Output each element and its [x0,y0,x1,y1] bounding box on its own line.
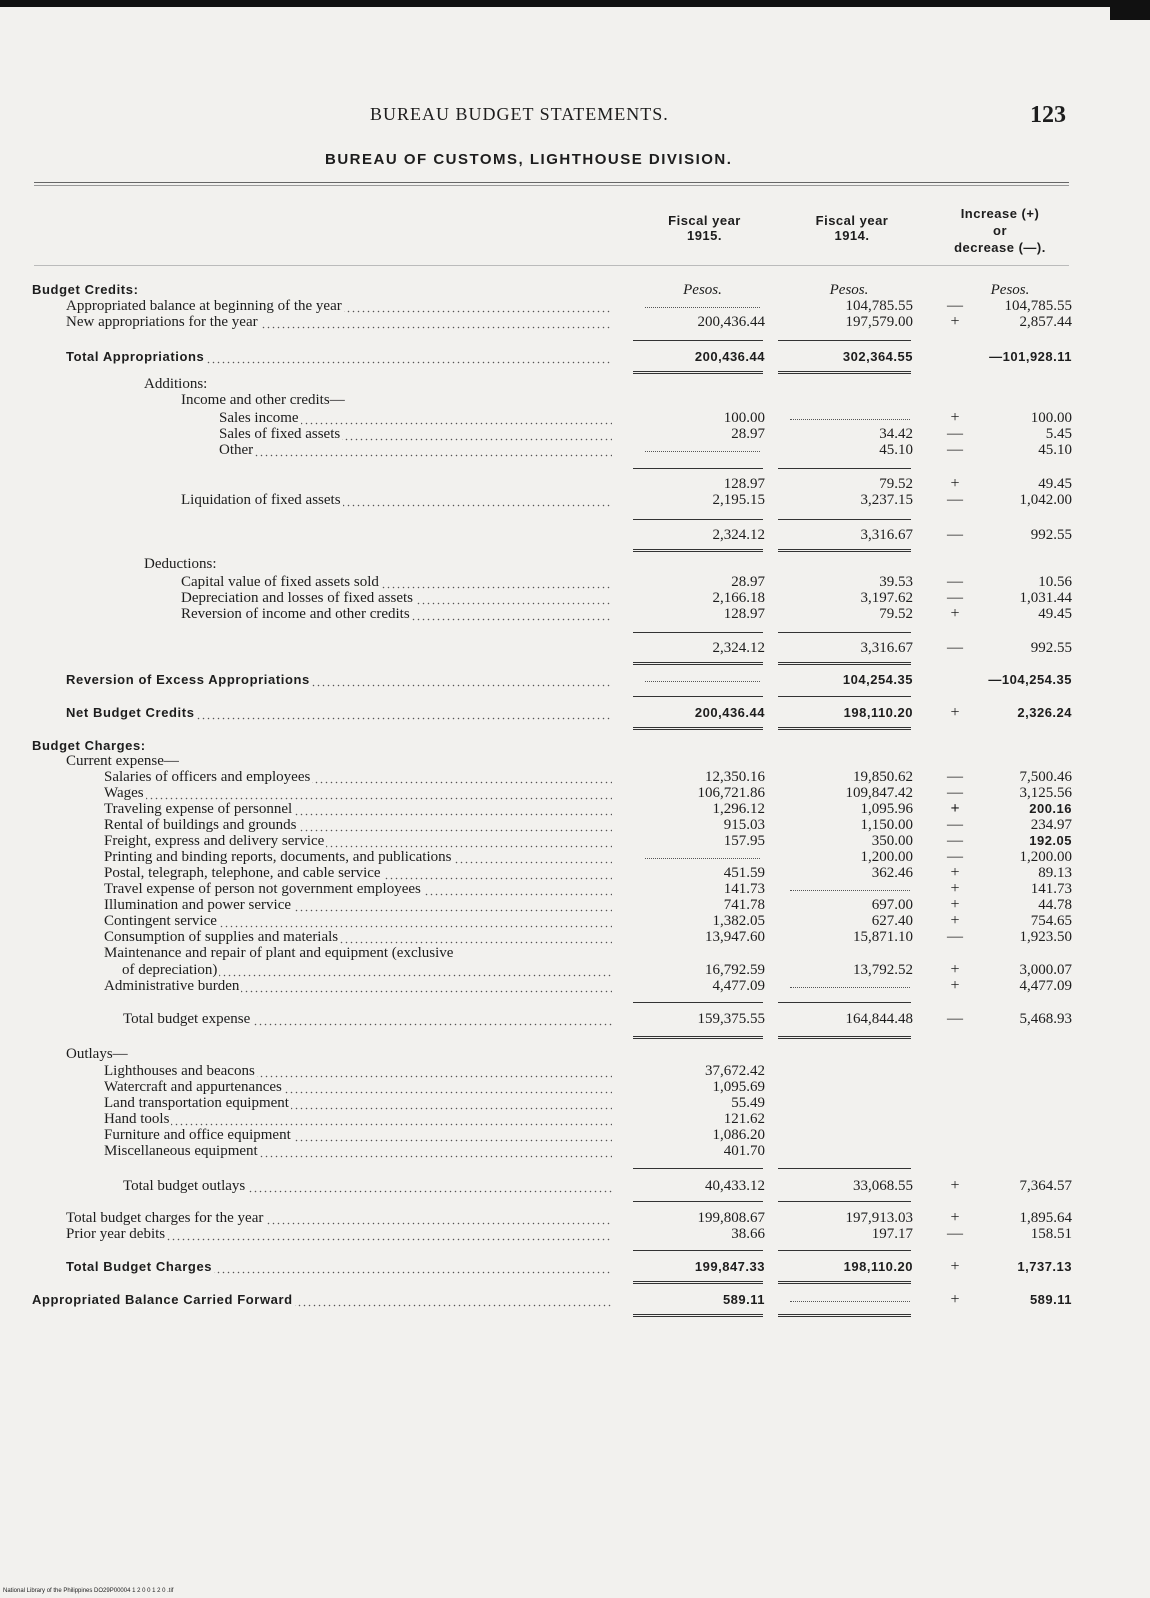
total-rule [633,662,763,665]
change-sign: + [950,1291,960,1308]
total-rule [633,371,763,374]
change-sign: — [947,928,963,945]
cell-fy1914: 19,850.62 [853,769,913,785]
change-sign: — [947,1225,963,1242]
budget-credits-heading: Budget Credits: [32,282,139,297]
total-rule [633,1281,763,1284]
cell-change: 141.73 [1030,881,1072,897]
cell-fy1915: 157.95 [723,833,765,849]
change-sign: — [947,589,963,606]
cell-fy1914: 34.42 [879,426,913,442]
cell-fy1915: 451.59 [723,865,765,881]
change-sign: + [950,1258,960,1275]
table-row [0,769,1150,785]
table-row [0,527,1150,543]
sum-rule [633,632,763,633]
cell-fy1914: 1,095.96 [860,801,913,817]
cell-fy1915: 159,375.55 [697,1011,765,1027]
cell-fy1914: 15,871.10 [853,929,913,945]
cell-fy1915: 38.66 [731,1226,765,1242]
unit-change: Pesos. [990,282,1030,298]
total-rule [778,1036,911,1039]
cell-change: 3,125.56 [1019,785,1072,801]
cell-change: 992.55 [1030,527,1072,543]
cell-fy1915: 2,324.12 [712,640,765,656]
cell-fy1915: 2,166.18 [712,590,765,606]
maintenance-label-line1: Maintenance and repair of plant and equipment (exclusive [104,945,454,961]
cell-change: 234.97 [1030,817,1072,833]
cell-fy1915: 121.62 [723,1111,765,1127]
row-label: Travel expense of person not government employees [104,881,612,897]
total-rule [778,727,911,730]
cell-fy1915: 199,847.33 [694,1259,765,1274]
cell-change: 589.11 [1029,1292,1072,1307]
sum-rule [633,1002,763,1003]
cell-fy1914: 79.52 [879,606,913,622]
cell-fy1915: 28.97 [731,426,765,442]
table-row [0,1292,1150,1308]
cell-fy1915: 1,296.12 [712,801,765,817]
row-label: Net Budget Credits [66,705,612,721]
change-sign: + [950,912,960,929]
additions-heading: Additions: [144,376,208,392]
cell-fy1914: 198,110.20 [843,1259,913,1274]
cell-fy1914: 197,913.03 [845,1210,913,1226]
heading-rule [34,265,1069,266]
cell-change: 192.05 [1029,833,1072,848]
total-rule [633,1314,763,1317]
row-label: Total budget charges for the year [66,1210,612,1226]
change-sign: — [947,1010,963,1027]
table-row [0,410,1150,426]
cell-change: 10.56 [1038,574,1072,590]
row-label: Reversion of income and other credits [181,606,612,622]
sum-rule [633,340,763,341]
table-top-rule-2 [34,185,1069,186]
cell-fy1915: 1,095.69 [712,1079,765,1095]
row-label: Appropriated balance at beginning of the year [66,298,612,314]
table-row [0,476,1150,492]
table-row [0,1079,1150,1095]
cell-change: 2,326.24 [1017,705,1072,720]
cell-change: 5.45 [1045,426,1072,442]
section-label-row [0,945,1150,961]
cell-change: 100.00 [1030,410,1072,426]
table-row [0,962,1150,978]
row-label: Consumption of supplies and materials [104,929,612,945]
table-row [0,865,1150,881]
cell-change: 1,200.00 [1019,849,1072,865]
cell-fy1914: 1,150.00 [860,817,913,833]
row-label: Reversion of Excess Appropriations [66,672,612,688]
cell-fy1914: 45.10 [879,442,913,458]
sum-rule [778,696,911,697]
cell-change: 2,857.44 [1019,314,1072,330]
table-row [0,1259,1150,1275]
table-row [0,785,1150,801]
unit-fy1914: Pesos. [829,282,869,298]
section-label-row [0,392,1150,408]
unit-fy1915: Pesos. [683,282,722,298]
empty-cell [790,987,910,988]
cell-change: 7,364.57 [1019,1178,1072,1194]
cell-fy1915: 200,436.44 [694,705,765,720]
change-sign: — [947,848,963,865]
cell-fy1915: 128.97 [723,476,765,492]
current-expense-heading: Current expense— [66,753,179,769]
section-label-row [0,556,1150,572]
change-sign: + [950,880,960,897]
table-row [0,640,1150,656]
cell-change: 992.55 [1030,640,1072,656]
empty-cell [645,681,760,682]
section-label-row [0,1046,1150,1062]
cell-fy1915: 4,477.09 [712,978,765,994]
table-row [0,817,1150,833]
sum-rule [778,1250,911,1251]
row-label: Rental of buildings and grounds [104,817,612,833]
section-label-row [0,753,1150,769]
cell-fy1915: 199,808.67 [697,1210,765,1226]
table-row [0,897,1150,913]
row-label: Contingent service [104,913,612,929]
sum-rule [778,632,911,633]
empty-cell [790,890,910,891]
table-row [0,1095,1150,1111]
cell-change: 1,031.44 [1019,590,1072,606]
empty-cell [790,419,910,420]
units-row [0,282,1150,298]
row-label: Miscellaneous equipment [104,1143,612,1159]
row-label: Traveling expense of personnel [104,801,612,817]
empty-cell [645,858,760,859]
change-sign: — [947,491,963,508]
cell-fy1915: 40,433.12 [705,1178,765,1194]
sum-rule [778,1168,911,1169]
cell-change: 1,042.00 [1019,492,1072,508]
sum-rule [633,1201,763,1202]
running-head: BUREAU BUDGET STATEMENTS. [370,104,669,124]
change-sign: — [947,832,963,849]
cell-change: 158.51 [1030,1226,1072,1242]
empty-cell [645,451,760,452]
cell-change: 45.10 [1038,442,1072,458]
cell-fy1914: 697.00 [871,897,913,913]
change-sign: + [950,961,960,978]
table-row [0,1210,1150,1226]
cell-fy1915: 401.70 [723,1143,765,1159]
total-rule [633,1036,763,1039]
change-sign: + [950,605,960,622]
cell-fy1915: 741.78 [723,897,765,913]
table-row [0,574,1150,590]
cell-fy1915: 200,436.44 [694,349,765,364]
cell-change: 4,477.09 [1019,978,1072,994]
table-row [0,801,1150,817]
table-row [0,978,1150,994]
cell-fy1915: 37,672.42 [705,1063,765,1079]
change-sign: — [947,768,963,785]
scan-footer: National Library of the Philippines DO29P00004 1 2 0 0 1 2 0 .tif [3,1588,174,1594]
table-row [0,913,1150,929]
cell-fy1915: 589.11 [722,1292,765,1307]
sum-rule [778,468,911,469]
cell-fy1915: 28.97 [731,574,765,590]
row-label: Sales of fixed assets [219,426,612,442]
row-label: Capital value of fixed assets sold [181,574,612,590]
cell-fy1914: 3,237.15 [860,492,913,508]
cell-fy1914: 104,254.35 [842,672,913,687]
total-rule [778,1314,911,1317]
cell-fy1914: 350.00 [871,833,913,849]
table-row [0,1143,1150,1159]
cell-change: 49.45 [1038,606,1072,622]
cell-change: 5,468.93 [1019,1011,1072,1027]
cell-fy1914: 3,316.67 [860,527,913,543]
cell-change: 49.45 [1038,476,1072,492]
row-label: Watercraft and appurtenances [104,1079,612,1095]
table-row [0,349,1150,365]
row-label: Furniture and office equipment [104,1127,612,1143]
row-label: Appropriated Balance Carried Forward [32,1292,612,1308]
table-row [0,705,1150,721]
table-row [0,1226,1150,1242]
cell-fy1914: 3,197.62 [860,590,913,606]
total-rule [633,727,763,730]
scan-border-top [0,0,1150,7]
row-label: Total budget outlays [123,1178,612,1194]
change-sign: + [950,896,960,913]
table-row [0,426,1150,442]
cell-fy1915: 1,382.05 [712,913,765,929]
change-sign: + [950,977,960,994]
cell-fy1914: 79.52 [879,476,913,492]
cell-fy1915: 128.97 [723,606,765,622]
table-row [0,1127,1150,1143]
cell-fy1915: 1,086.20 [712,1127,765,1143]
cell-change: 104,785.55 [1004,298,1072,314]
scan-border-corner [1110,0,1150,20]
cell-fy1915: 16,792.59 [705,962,765,978]
sum-rule [633,519,763,520]
section-label-row [0,738,1150,754]
sum-rule [778,340,911,341]
table-row [0,298,1150,314]
table-row [0,881,1150,897]
cell-fy1914: 164,844.48 [845,1011,913,1027]
cell-fy1915: 915.03 [723,817,765,833]
change-sign: — [947,816,963,833]
col-change-heading: Increase (+) or decrease (—). [954,206,1046,255]
change-sign: + [950,800,960,817]
page-number: 123 [1030,102,1066,128]
cell-change: 1,895.64 [1019,1210,1072,1226]
cell-fy1915: 2,195.15 [712,492,765,508]
cell-fy1915: 13,947.60 [705,929,765,945]
table-row [0,929,1150,945]
table-row [0,1178,1150,1194]
section-title: BUREAU OF CUSTOMS, LIGHTHOUSE DIVISION. [325,151,733,168]
change-sign: + [950,1177,960,1194]
cell-fy1914: 3,316.67 [860,640,913,656]
budget-charges-heading: Budget Charges: [32,738,146,753]
change-sign: + [950,409,960,426]
table-row [0,849,1150,865]
change-sign: — [947,526,963,543]
row-label: Depreciation and losses of fixed assets [181,590,612,606]
change-sign: + [950,1209,960,1226]
col-fy1914-heading: Fiscal year 1914. [815,213,889,243]
cell-fy1914: 627.40 [871,913,913,929]
row-label: Sales income [219,410,612,426]
row-label: Total budget expense [123,1011,612,1027]
cell-fy1914: 198,110.20 [843,705,913,720]
total-rule [633,549,763,552]
cell-fy1915: 106,721.86 [697,785,765,801]
change-sign: + [950,313,960,330]
cell-fy1914: 104,785.55 [845,298,913,314]
cell-fy1914: 362.46 [871,865,913,881]
cell-fy1915: 2,324.12 [712,527,765,543]
cell-change: 200.16 [1029,801,1072,816]
row-label: Liquidation of fixed assets [181,492,612,508]
cell-fy1915: 55.49 [731,1095,765,1111]
row-label: Freight, express and delivery service [104,833,612,849]
row-label: Total Budget Charges [66,1259,612,1275]
row-label: Total Appropriations [66,349,612,365]
row-label: Lighthouses and beacons [104,1063,612,1079]
cell-change: 89.13 [1038,865,1072,881]
change-sign: — [947,784,963,801]
row-label: Wages [104,785,612,801]
sum-rule [633,468,763,469]
row-label: Hand tools [104,1111,612,1127]
cell-fy1914: 39.53 [879,574,913,590]
cell-change: —104,254.35 [988,672,1072,687]
cell-fy1914: 302,364.55 [842,349,913,364]
table-row [0,672,1150,688]
cell-fy1915: 200,436.44 [697,314,765,330]
table-row [0,833,1150,849]
cell-change: 754.65 [1030,913,1072,929]
cell-fy1914: 1,200.00 [860,849,913,865]
total-rule [778,662,911,665]
table-row [0,1011,1150,1027]
table-row [0,590,1150,606]
sum-rule [633,1168,763,1169]
cell-change: 7,500.46 [1019,769,1072,785]
row-label: Other [219,442,612,458]
outlays-heading: Outlays— [66,1046,128,1062]
income-credits-heading: Income and other credits— [181,392,345,408]
change-sign: + [950,864,960,881]
change-sign: — [947,441,963,458]
sum-rule [778,1002,911,1003]
sum-rule [778,1201,911,1202]
table-row [0,1111,1150,1127]
row-label: Printing and binding reports, documents, and publications [104,849,612,865]
table-row [0,492,1150,508]
total-rule [778,549,911,552]
empty-cell [790,1301,910,1302]
row-label: Salaries of officers and employees [104,769,612,785]
cell-fy1914: 197.17 [871,1226,913,1242]
change-sign: + [950,475,960,492]
row-label: of depreciation) [122,962,612,978]
row-label: Administrative burden [104,978,612,994]
total-rule [778,371,911,374]
section-label-row [0,376,1150,392]
table-row [0,606,1150,622]
change-sign: — [947,573,963,590]
table-row [0,314,1150,330]
change-sign: — [947,425,963,442]
row-label: Land transportation equipment [104,1095,612,1111]
cell-fy1914: 197,579.00 [845,314,913,330]
change-sign: — [947,297,963,314]
cell-fy1914: 109,847.42 [845,785,913,801]
cell-change: 3,000.07 [1019,962,1072,978]
table-row [0,1063,1150,1079]
row-label: Postal, telegraph, telephone, and cable service [104,865,612,881]
col-fy1915-heading: Fiscal year 1915. [668,213,741,243]
table-row [0,442,1150,458]
change-sign: + [950,704,960,721]
table-top-rule [34,182,1069,183]
sum-rule [633,696,763,697]
total-rule [778,1281,911,1284]
sum-rule [633,1250,763,1251]
cell-fy1915: 12,350.16 [705,769,765,785]
sum-rule [778,519,911,520]
cell-fy1915: 141.73 [723,881,765,897]
change-sign: — [947,639,963,656]
row-label: New appropriations for the year [66,314,612,330]
cell-change: 44.78 [1038,897,1072,913]
empty-cell [645,307,760,308]
deductions-heading: Deductions: [144,556,217,572]
cell-change: —101,928.11 [989,349,1072,364]
cell-fy1914: 33,068.55 [853,1178,913,1194]
row-label: Prior year debits [66,1226,612,1242]
cell-fy1914: 13,792.52 [853,962,913,978]
cell-fy1915: 100.00 [723,410,765,426]
row-label: Illumination and power service [104,897,612,913]
cell-change: 1,737.13 [1017,1259,1072,1274]
cell-change: 1,923.50 [1019,929,1072,945]
